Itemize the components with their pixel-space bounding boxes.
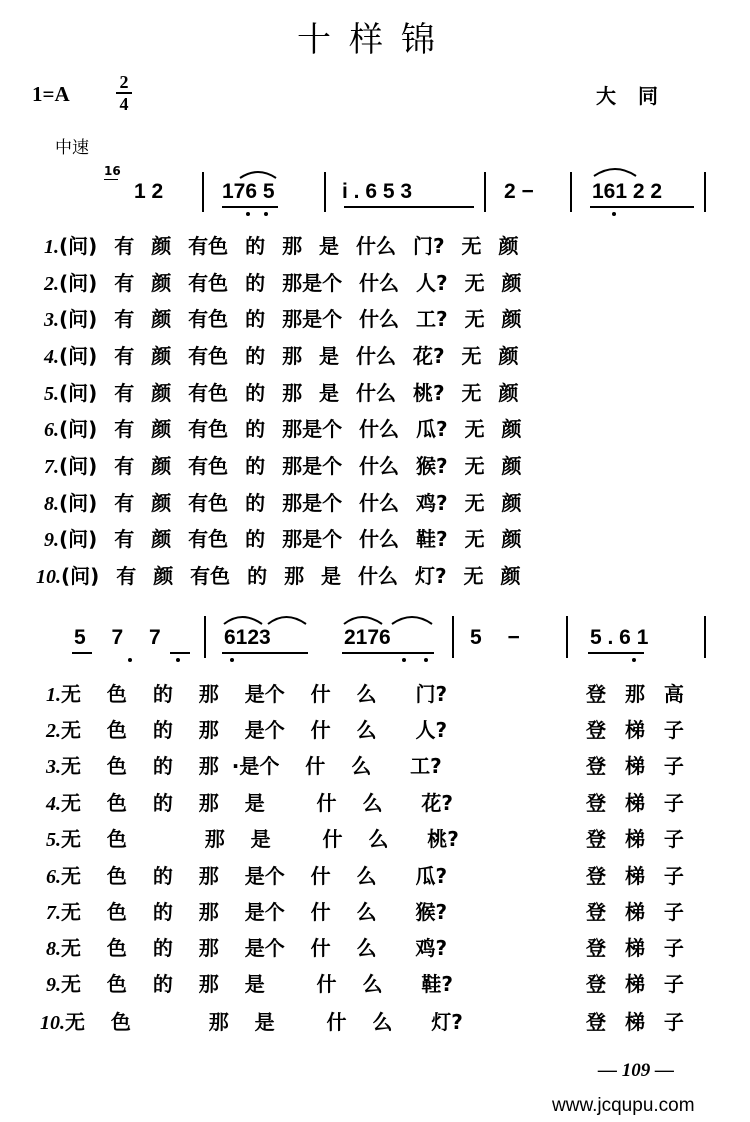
verse-ending: 登 梯 子	[586, 864, 690, 888]
verse-ending: 登 梯 子	[586, 754, 690, 778]
verse-line	[44, 267, 522, 296]
verse-number: 5.	[46, 829, 61, 851]
tempo-marking: 中速	[55, 138, 89, 158]
staff1-m0: 1 2	[134, 180, 164, 203]
verse-number: 1.	[46, 684, 61, 706]
verse-text: (问) 有 颜 有色 的 那 是 什么 桃? 无 颜	[59, 381, 519, 405]
verse-text: 无 色 的 那 ·是个 什 么 工?	[61, 754, 442, 778]
verse-number: 4.	[44, 346, 59, 368]
verse-number: 7.	[46, 902, 61, 924]
beam	[72, 652, 92, 654]
barline	[202, 172, 204, 212]
staff1-m2: i . 6 5 3	[342, 180, 413, 203]
verse-line	[44, 340, 519, 369]
page-number: — 109 —	[598, 1060, 674, 1081]
verse-ending: 登 梯 子	[586, 791, 690, 815]
verse-number: 3.	[46, 756, 61, 778]
verse-number: 9.	[46, 974, 61, 996]
verse-text: 无 色 的 那 是个 什 么 门?	[61, 682, 448, 706]
low-dot	[264, 212, 268, 216]
barline	[704, 172, 706, 212]
verse-line	[46, 968, 453, 997]
staff1-m4: 161 2 2	[592, 180, 663, 203]
verse-text: 无 色 那 是 什 么 灯?	[65, 1010, 463, 1034]
verse-line	[46, 678, 447, 707]
verse-line	[44, 450, 522, 479]
slur	[238, 168, 278, 180]
verse-number: 10.	[40, 1012, 65, 1034]
verse-line	[44, 413, 522, 442]
verse-ending: 登 梯 子	[586, 827, 690, 851]
barline	[324, 172, 326, 212]
verse-ending: 登 梯 子	[586, 936, 690, 960]
verse-text: 无 色 的 那 是 什 么 花?	[61, 791, 453, 815]
staff2-m3: 5 . 6 1	[590, 626, 649, 649]
verse-line	[46, 787, 453, 816]
low-dot	[246, 212, 250, 216]
website-watermark: www.jcqupu.com	[552, 1095, 695, 1116]
verse-text: (问) 有 颜 有色 的 那是个 什么 工? 无 颜	[59, 307, 522, 331]
verse-text: 无 色 的 那 是个 什 么 猴?	[61, 900, 448, 924]
verse-number: 8.	[46, 938, 61, 960]
verse-line	[44, 487, 522, 516]
time-signature	[116, 72, 132, 114]
verse-line	[36, 560, 521, 589]
verse-text: (问) 有 颜 有色 的 那 是 什么 花? 无 颜	[59, 344, 519, 368]
beam	[222, 652, 308, 654]
staff2-m1b: 2176	[344, 626, 391, 649]
verse-number: 1.	[44, 236, 59, 258]
verse-line	[44, 523, 522, 552]
staff1-m3: 2 −	[504, 180, 534, 203]
verse-line	[46, 896, 447, 925]
verse-number: 2.	[46, 720, 61, 742]
verse-line	[44, 377, 519, 406]
barline	[566, 616, 568, 658]
low-dot	[176, 658, 180, 662]
verse-number: 4.	[46, 793, 61, 815]
verse-line	[40, 1006, 463, 1035]
verse-number: 2.	[44, 273, 59, 295]
verse-line	[46, 823, 459, 852]
low-dot	[402, 658, 406, 662]
verse-ending: 登 那 高	[586, 682, 690, 706]
verse-ending: 登 梯 子	[586, 972, 690, 996]
beam	[222, 206, 278, 208]
verse-number: 9.	[44, 529, 59, 551]
barline	[484, 172, 486, 212]
beam	[170, 652, 190, 654]
region-label: 大同	[596, 84, 680, 108]
beam	[590, 206, 694, 208]
verse-text: 无 色 那 是 什 么 桃?	[61, 827, 459, 851]
verse-text: (问) 有 颜 有色 的 那是个 什么 鸡? 无 颜	[59, 491, 522, 515]
slur	[342, 612, 434, 626]
verse-number: 3.	[44, 309, 59, 331]
verse-line	[46, 750, 442, 779]
beam	[344, 206, 474, 208]
verse-number: 5.	[44, 383, 59, 405]
verse-text: (问) 有 颜 有色 的 那 是 什么 灯? 无 颜	[61, 564, 521, 588]
verse-line	[44, 230, 519, 259]
verse-line	[46, 932, 447, 961]
time-top: 2	[119, 72, 129, 92]
verse-line	[46, 860, 447, 889]
barline	[570, 172, 572, 212]
low-dot	[612, 212, 616, 216]
low-dot	[424, 658, 428, 662]
verse-number: 6.	[44, 419, 59, 441]
staff2-m2: 5 −	[470, 626, 520, 649]
key-signature: 1=A	[32, 82, 70, 106]
slur	[592, 164, 638, 178]
staff2-m0: 5 7 7	[74, 626, 161, 649]
verse-number: 6.	[46, 866, 61, 888]
grace-note: 16	[104, 164, 121, 178]
barline	[204, 616, 206, 658]
low-dot	[230, 658, 234, 662]
verse-text: (问) 有 颜 有色 的 那是个 什么 鞋? 无 颜	[59, 527, 522, 551]
verse-text: (问) 有 颜 有色 的 那 是 什么 门? 无 颜	[59, 234, 519, 258]
beam	[342, 652, 434, 654]
beam	[588, 652, 644, 654]
low-dot	[128, 658, 132, 662]
verse-text: 无 色 的 那 是个 什 么 人?	[61, 718, 448, 742]
verse-line	[46, 714, 447, 743]
verse-text: (问) 有 颜 有色 的 那是个 什么 猴? 无 颜	[59, 454, 522, 478]
time-bottom: 4	[119, 94, 129, 114]
verse-text: 无 色 的 那 是 什 么 鞋?	[61, 972, 453, 996]
low-dot	[632, 658, 636, 662]
verse-ending: 登 梯 子	[586, 718, 690, 742]
verse-number: 7.	[44, 456, 59, 478]
verse-text: 无 色 的 那 是个 什 么 鸡?	[61, 936, 448, 960]
staff1-m1: 176 5	[222, 180, 275, 203]
verse-line	[44, 303, 522, 332]
verse-ending: 登 梯 子	[586, 900, 690, 924]
grace-underline	[104, 179, 118, 180]
verse-number: 10.	[36, 566, 61, 588]
verse-number: 8.	[44, 493, 59, 515]
verse-text: 无 色 的 那 是个 什 么 瓜?	[61, 864, 448, 888]
verse-ending: 登 梯 子	[586, 1010, 690, 1034]
verse-text: (问) 有 颜 有色 的 那是个 什么 人? 无 颜	[59, 271, 522, 295]
song-title: 十样锦	[297, 20, 453, 60]
barline	[704, 616, 706, 658]
slur	[222, 612, 308, 626]
barline	[452, 616, 454, 658]
staff2-m1: 6123	[224, 626, 271, 649]
verse-text: (问) 有 颜 有色 的 那是个 什么 瓜? 无 颜	[59, 417, 522, 441]
